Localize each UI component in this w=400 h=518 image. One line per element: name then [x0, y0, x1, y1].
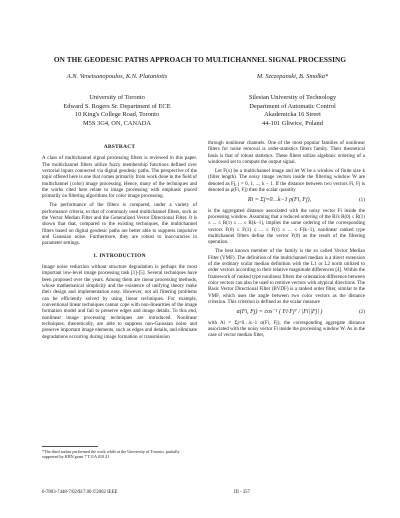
authors-right: M. Szczepanski, B. Smolka*: [256, 73, 329, 80]
left-column: [42, 140, 197, 343]
equation-number: (2): [358, 309, 365, 316]
equation-body: α(Fi, Fj) = cos⁻¹ ( Fi·Fjᵀ / |Fi||Fj| ): [236, 309, 323, 316]
abstract-paragraph: A class of multichannel signal processing filters is reviewed in this paper. The multichannel filters utilize fuzzy membership functions defined over vectorial inputs connected via digital geodesic paths. The perspective of the topic offered here is one that comes primarily from work done in the field of multichannel (color) image processing. Hence, many of the techniques and the works cited here relate to image processing with emphasis placed primarily on filtering algorithms for color image processing.: [42, 155, 197, 200]
equation-number: (1): [358, 197, 365, 204]
footnote-rule: [42, 446, 98, 447]
introduction-paragraph: Image noise reduction without structure degradation is perhaps the most important low-level image processing task [1]-[5]. Several techniques have been proposed over the years. Among them are linear processing methods, whose mathematical simplicity and the existence of unifying theory make their design and implementation easy. However, not all filtering problems can be efficiently solved by using linear techniques. For example, conventional linear techniques cannot cope with non-linearities of the image formation model and fail to preserve edges and image details. To this end, nonlinear image processing techniques are introduced. Nonlinear techniques, theoretically, are able to suppress non-Gaussian noise and preserve important image elements, such as edges and details, and eliminate degradations occurring during image formation or transmission: [42, 264, 197, 340]
body-paragraph: Let F(x) be a multichannel image and let W be a window of finite size k (filter length). The noisy image vectors inside the filtering window W are denoted as Fj, j = 0, 1, ..., k − 1. If the distance between two vectors Fi, Fj is denoted as ρ(Fi, Fj) then the scalar quantity: [208, 167, 365, 193]
copyright-footer: 0-7803-7448-7/02/$17.00 ©2002 IEEE: [42, 490, 118, 495]
affiliation-line: Akademicka 16 Street: [264, 111, 321, 119]
affiliation-line: University of Toronto: [89, 94, 145, 101]
page-number: III - 357: [234, 490, 250, 495]
affiliation-left: [42, 94, 192, 128]
equation-2: [208, 309, 365, 315]
abstract-heading: ABSTRACT: [103, 144, 136, 150]
body-paragraph: is the aggregated distance associated with the noisy vector Fi inside the processing window. Assuming that a reduced ordering of the Ri's R(0) ≤ R(1) ≤ ... ≤ R(τ) ≤ ... ≤ R(k−1), implies the same ordering of the corresponding vectors F(0) ≤ F(1) ≤ ... ≤ F(τ) ≤ ... ≤ F(k−1), nonlinear ranked type multichannel filters define the vector F(0) as the result of the filtering operation.: [208, 207, 365, 246]
authors-left: A.N. Venetsanopoulos, K.N. Plataniotis: [66, 73, 168, 80]
right-column: [208, 140, 365, 341]
affiliation-line: 10 King's College Road, Toronto: [74, 111, 160, 119]
equation-1: [208, 197, 365, 203]
paper-title: ON THE GEODESIC PATHS APPROACH TO MULTICHANNEL SIGNAL PROCESSING: [53, 55, 347, 64]
affiliation-line: 44-101 Gliwice, Poland: [262, 119, 323, 127]
affiliation-line: M5S 3G4, ON, CANADA: [83, 119, 151, 127]
body-paragraph: The best known member of the family is the so called Vector Median Filter (VMF). The definition of the multichannel median is a direct extension of the ordinary scalar median definition with the L1 or L2 norm utilized to order vectors according to their relative magnitude differences [4]. Within the framework of ranked type nonlinear filters the orientation difference between color vectors can also be used to remove vectors with atypical directions. The Basic Vector Directional Filter (BVDF) is a ranked order filter, similar to the VMF, which uses the angle between two color vectors as the distance criterion. This criterion is defined as the scalar measure: [208, 248, 365, 305]
equation-body: Ri = Σj=0…k−1 ρ(Fi, Fj),: [247, 197, 312, 204]
introduction-heading: 1. INTRODUCTION: [93, 252, 146, 259]
affiliation-right: [215, 94, 370, 128]
abstract-paragraph: The performance of the filters is compared, under a variety of performance criteria, to that of commonly used multichannel filters, such as the Vector Median Filter and the Generalized Vector Directional Filter. It is shown that that, compared to the existing techniques, the multichannel filters based on digital geodesic paths are better able to suppress impulsive and Gaussian noise. Furthermore, they are robust to inaccuracies in parameter settings.: [42, 202, 197, 247]
body-paragraph: with Ai = Σj=0…k−1 α(Fi, Fj), the corresponding aggregate distance associated with the noisy vector Fi inside the processing window W. As in the case of vector median filter,: [208, 319, 365, 339]
body-paragraph: through nonlinear channels. One of the most popular families of nonlinear filters for noise removal is order-statistics filters family. Their theoretical basis is that of robust statistics. These filters utilize algebraic ordering of a windowed set to compute the output signal.: [208, 140, 365, 166]
affiliation-line: Silesian University of Technology: [248, 94, 337, 101]
footnote: *The third author performed the work while at the University of Toronto, partially supported by KBN grant 7 T11A 010 21: [42, 449, 180, 460]
affiliation-line: Edward S. Rogers Sr. Department of ECE: [63, 102, 171, 110]
affiliation-line: Department of Automatic Control: [249, 102, 336, 110]
